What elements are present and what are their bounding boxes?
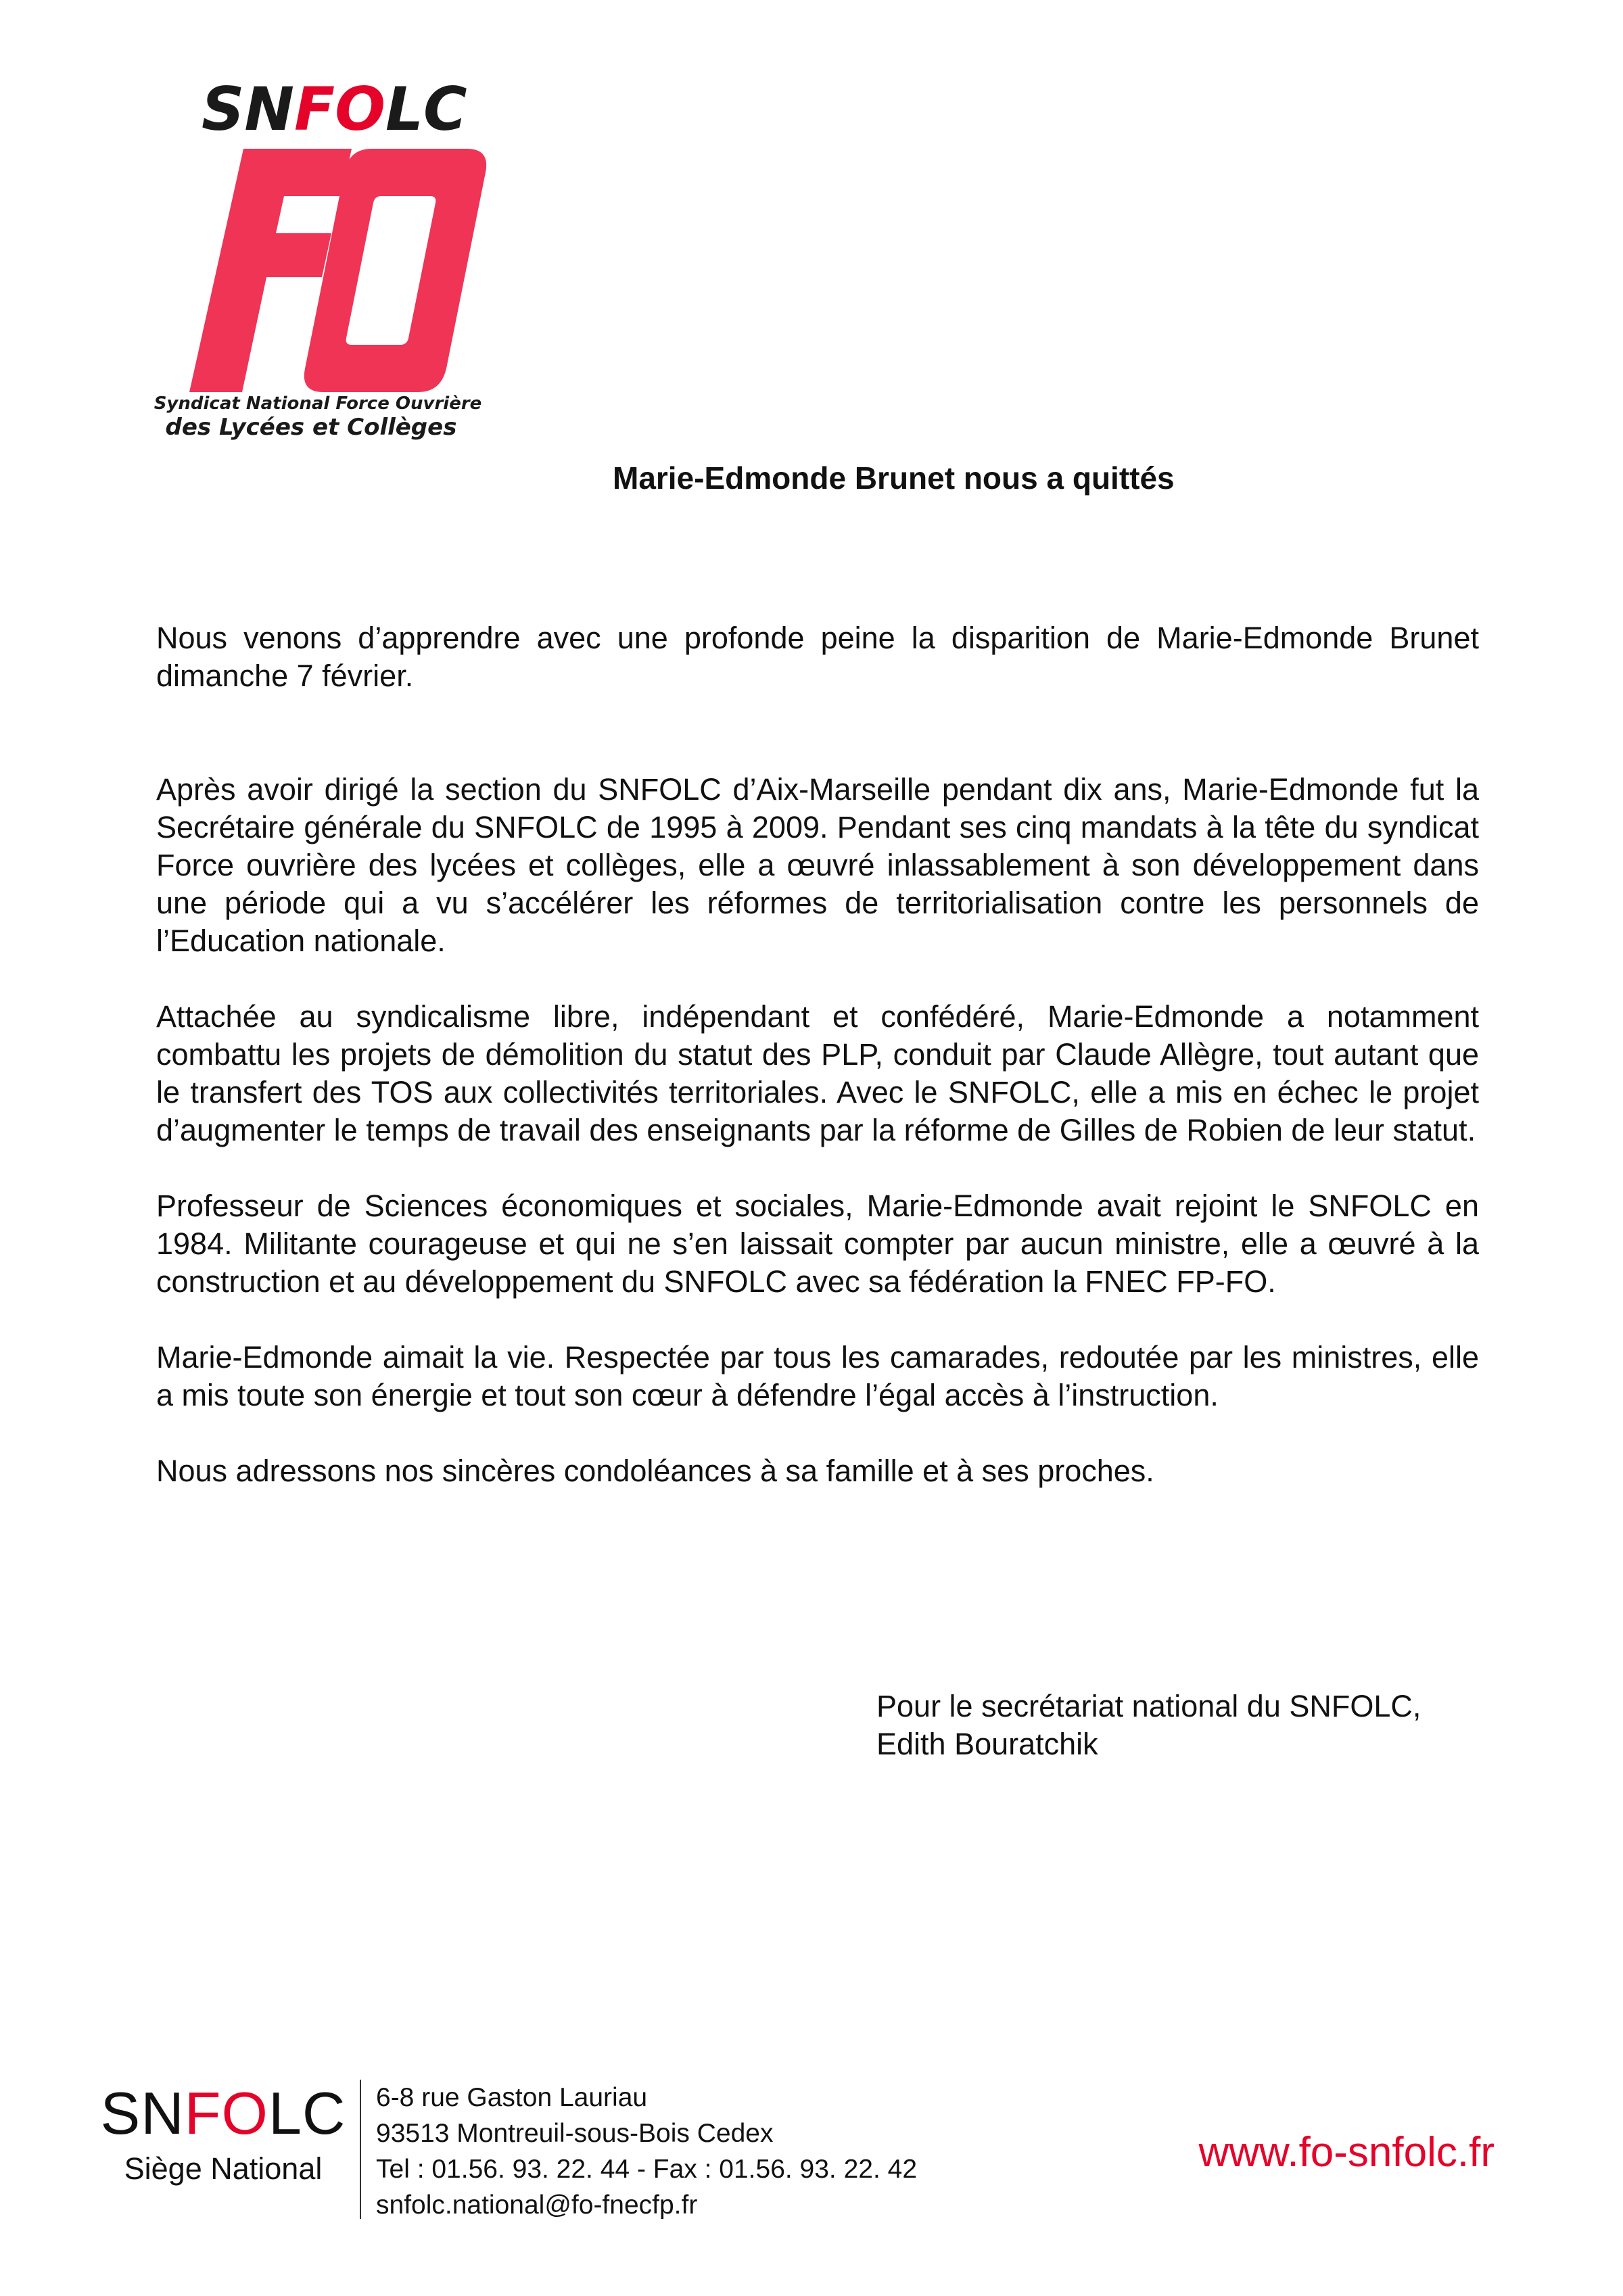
footer-email[interactable]: snfolc.national@fo-fnecfp.fr bbox=[376, 2191, 698, 2220]
footer-brand bbox=[98, 2080, 348, 2188]
footer-phone-fax: Tel : 01.56. 93. 22. 44 - Fax : 01.56. 93. 22. 42 bbox=[376, 2155, 918, 2184]
footer-address-city: 93513 Montreuil-sous-Bois Cedex bbox=[376, 2119, 774, 2148]
footer-address-street: 6-8 rue Gaston Lauriau bbox=[376, 2083, 648, 2112]
logo-top-text: SNFOLC bbox=[202, 74, 467, 144]
logo-line1: Syndicat National Force Ouvrière bbox=[154, 393, 482, 414]
paragraph-2: Après avoir dirigé la section du SNFOLC d’Aix-Marseille pendant dix ans, Marie-Edmonde fut la Secrétaire générale du SNFOLC de 1995 à 2009. Pendant ses cinq mandats à la tête du syndicat Force ouvrière des lycées et collèges, elle a œuvré inlassablement à son développement dans une période qui a vu s’accélérer les réformes de territorialisation contre les personnels de l’Education nationale. bbox=[156, 772, 1479, 958]
footer-website-link[interactable]: www.fo-snfolc.fr bbox=[1198, 2129, 1495, 2176]
paragraph-4: Professeur de Sciences économiques et sociales, Marie-Edmonde avait rejoint le SNFOLC en 1984. Militante courageuse et qui ne s’en laissait compter par aucun ministre, elle a œuvré à la construction et au développement du SNFOLC avec sa fédération la FNEC FP-FO. bbox=[156, 1189, 1479, 1299]
paragraph-3: Attachée au syndicalisme libre, indépendant et confédéré, Marie-Edmonde a notamment combattu les projets de démolition du statut des PLP, conduit par Claude Allègre, tout autant que le transfert des TOS aux collectivités territoriales. Avec le SNFOLC, elle a mis en échec le projet d’augmenter le temps de travail des enseignants par la réforme de Gilles de Robien de leur statut. bbox=[156, 999, 1479, 1147]
signature bbox=[876, 1688, 1421, 1763]
logo-line2: des Lycées et Collèges bbox=[165, 414, 457, 441]
document-body bbox=[156, 619, 1479, 1528]
footer-siege: Siège National bbox=[124, 2151, 323, 2186]
logo-fo-letters bbox=[189, 149, 486, 392]
signature-name: Edith Bouratchik bbox=[876, 1727, 1098, 1761]
paragraph-6: Nous adressons nos sincères condoléances à sa famille et à ses proches. bbox=[156, 1454, 1154, 1488]
footer-brand-name: SNFOLC bbox=[100, 2080, 346, 2147]
paragraph-5: Marie-Edmonde aimait la vie. Respectée par tous les camarades, redoutée par les ministres, elle a mis toute son énergie et tout son cœur à défendre l’égal accès à l’instruction. bbox=[156, 1340, 1479, 1412]
footer-address bbox=[376, 2080, 917, 2223]
footer-divider bbox=[360, 2080, 361, 2219]
paragraph-1: Nous venons d’apprendre avec une profonde peine la disparition de Marie-Edmonde Brunet dimanche 7 février. bbox=[156, 621, 1479, 693]
signature-line1: Pour le secrétariat national du SNFOLC, bbox=[876, 1689, 1421, 1723]
document-title: Marie-Edmonde Brunet nous a quittés bbox=[613, 460, 1175, 496]
snfolc-logo bbox=[149, 68, 514, 446]
